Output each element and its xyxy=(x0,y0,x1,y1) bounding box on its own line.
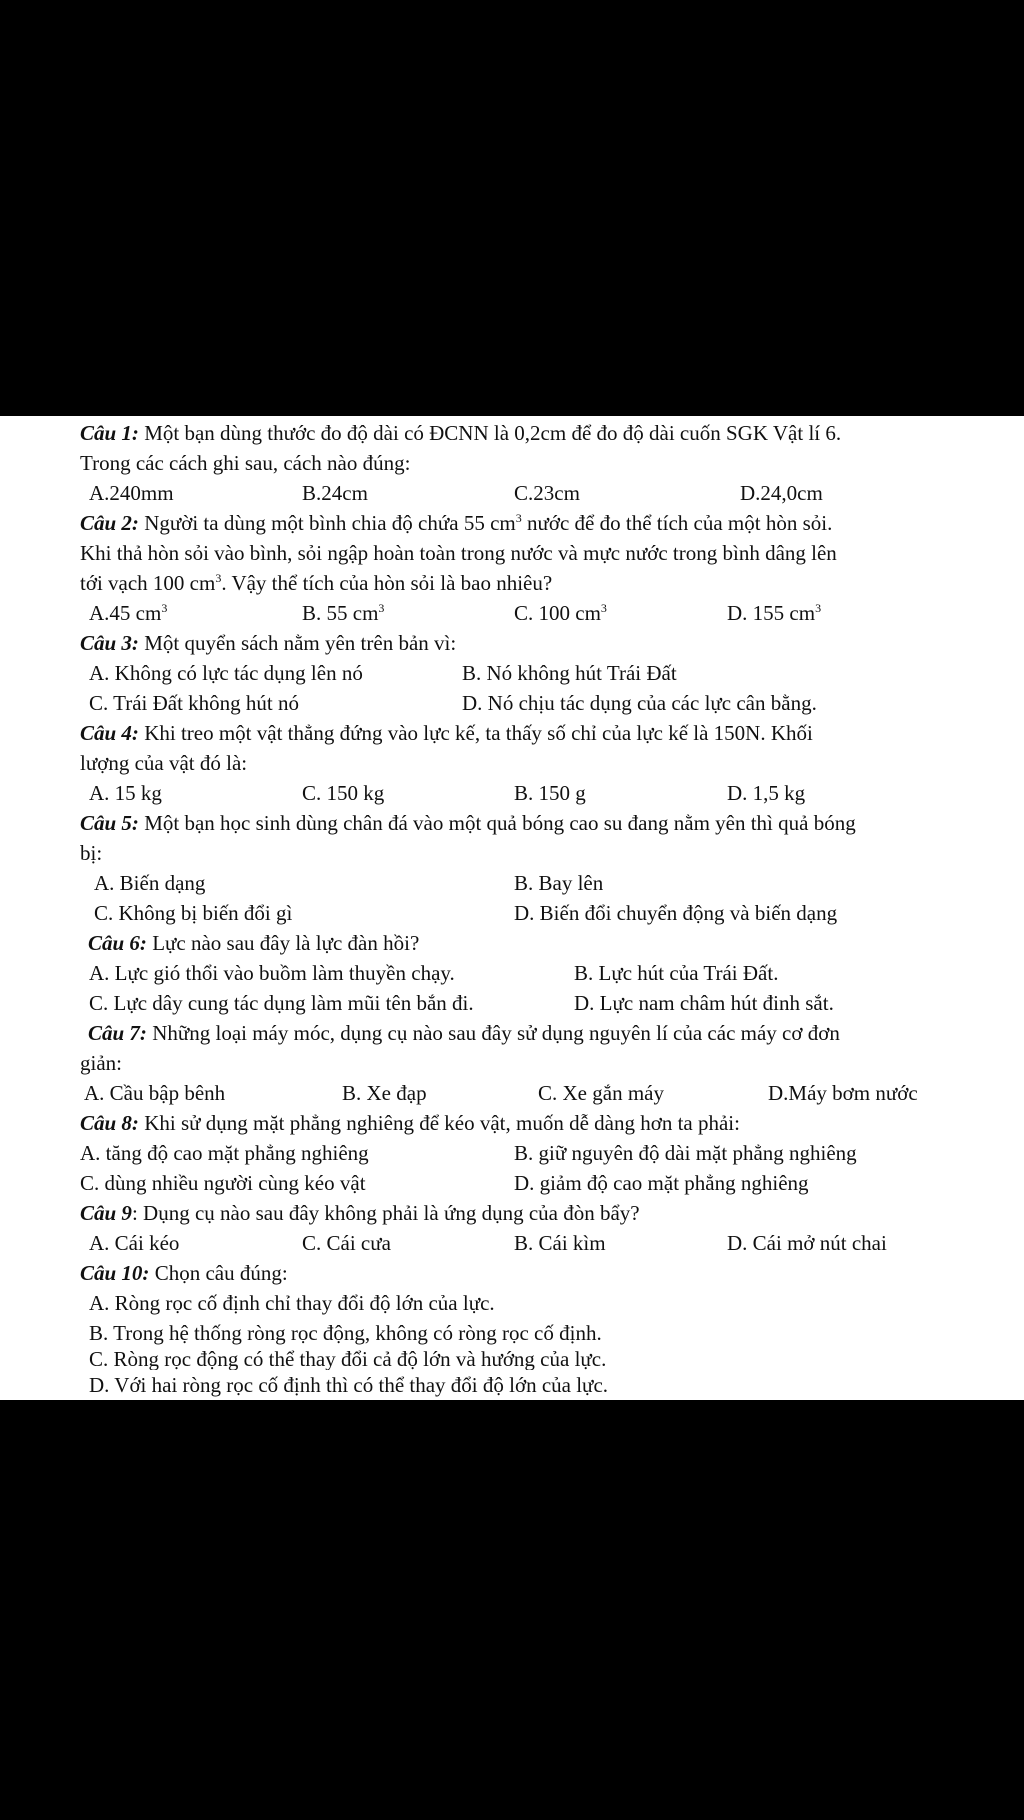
option-d: D. Nó chịu tác dụng của các lực cân bằng. xyxy=(462,691,817,715)
question-6 xyxy=(0,928,1024,958)
answer-options xyxy=(0,658,1024,688)
question-5 xyxy=(0,808,1024,838)
option-a: A. Ròng rọc cố định chỉ thay đổi độ lớn của lực. xyxy=(89,1291,495,1315)
question-text: bị: xyxy=(80,841,103,865)
option-a: A. Biến dạng xyxy=(94,871,206,895)
option-b: B. 55 cm xyxy=(302,601,379,625)
question-10 xyxy=(0,1258,1024,1288)
answer-options xyxy=(0,1168,1024,1198)
superscript: 3 xyxy=(215,571,222,585)
superscript: 3 xyxy=(600,601,607,615)
option-c: C. Không bị biến đổi gì xyxy=(94,901,293,925)
superscript: 3 xyxy=(161,601,168,615)
question-label: Câu 2: xyxy=(80,511,139,535)
question-label: Câu 10: xyxy=(80,1261,150,1285)
question-label: Câu 5: xyxy=(80,811,139,835)
option-d: D.24,0cm xyxy=(740,481,823,505)
question-8 xyxy=(0,1108,1024,1138)
answer-options xyxy=(0,478,1024,508)
option-c: C. Trái Đất không hút nó xyxy=(89,691,300,715)
answer-options xyxy=(0,1138,1024,1168)
question-text: Lực nào sau đây là lực đàn hồi? xyxy=(146,931,420,955)
option-c: C. Ròng rọc động có thể thay đổi cả độ lớn và hướng của lực. xyxy=(89,1348,607,1370)
question-label: Câu 4: xyxy=(80,721,139,745)
option-b: B. Nó không hút Trái Đất xyxy=(462,661,677,685)
question-text: . Vậy thể tích của hòn sỏi là bao nhiêu? xyxy=(221,571,553,595)
question-text: Người ta dùng một bình chia độ chứa 55 cm xyxy=(138,511,516,535)
answer-options xyxy=(0,598,1024,628)
option-a: A. tăng độ cao mặt phẳng nghiêng xyxy=(80,1141,369,1165)
option-a: A.45 cm xyxy=(89,601,162,625)
option-d: D. 1,5 kg xyxy=(727,781,806,805)
option-c: C. Lực dây cung tác dụng làm mũi tên bắn đi. xyxy=(89,991,474,1015)
answer-options xyxy=(0,688,1024,718)
question-text: Trong các cách ghi sau, cách nào đúng: xyxy=(80,451,411,475)
question-text: Một bạn dùng thước đo độ dài có ĐCNN là 0,2cm để đo độ dài cuốn SGK Vật lí 6. xyxy=(138,421,842,445)
option-b: B. giữ nguyên độ dài mặt phẳng nghiêng xyxy=(514,1141,857,1165)
option-d: D. giảm độ cao mặt phẳng nghiêng xyxy=(514,1171,809,1195)
option-c: C. Cái cưa xyxy=(302,1231,391,1255)
answer-options xyxy=(0,898,1024,928)
option-d: D. Cái mở nút chai xyxy=(727,1231,887,1255)
question-label: Câu 3: xyxy=(80,631,139,655)
option-d: D. Lực nam châm hút đinh sắt. xyxy=(574,991,834,1015)
option-d: D.Máy bơm nước xyxy=(768,1081,918,1105)
question-label: Câu 8: xyxy=(80,1111,139,1135)
option-a: A. Cầu bập bênh xyxy=(84,1081,226,1105)
question-7 xyxy=(0,1018,1024,1048)
option-a: A.240mm xyxy=(89,481,174,505)
option-b: B. Xe đạp xyxy=(342,1081,427,1105)
answer-options xyxy=(0,958,1024,988)
answer-options xyxy=(0,1078,1024,1108)
question-label: Câu 6: xyxy=(88,931,147,955)
option-b: B. Bay lên xyxy=(514,871,604,895)
superscript: 3 xyxy=(815,601,822,615)
question-text: nước để đo thể tích của một hòn sỏi. xyxy=(521,511,833,535)
superscript: 3 xyxy=(378,601,385,615)
question-9 xyxy=(0,1198,1024,1228)
superscript: 3 xyxy=(515,511,522,525)
option-b: B. Trong hệ thống ròng rọc động, không có ròng rọc cố định. xyxy=(89,1321,602,1345)
option-a: A. 15 kg xyxy=(89,781,162,805)
option-c: C. Xe gắn máy xyxy=(538,1081,664,1105)
option-c: C. 100 cm xyxy=(514,601,601,625)
option-a: A. Cái kéo xyxy=(89,1231,180,1255)
option-d: D. Biến đổi chuyển động và biến dạng xyxy=(514,901,838,925)
question-2 xyxy=(0,508,1024,538)
answer-options xyxy=(0,868,1024,898)
option-b: B. Cái kìm xyxy=(514,1231,606,1255)
option-b: B. Lực hút của Trái Đất. xyxy=(574,961,779,985)
option-c: C. dùng nhiều người cùng kéo vật xyxy=(80,1171,366,1195)
question-text: Một quyển sách nằm yên trên bản vì: xyxy=(138,631,457,655)
question-text: Khi treo một vật thẳng đứng vào lực kế, ta thấy số chỉ của lực kế là 150N. Khối xyxy=(138,721,813,745)
question-text: : Dụng cụ nào sau đây không phải là ứng dụng của đòn bẩy? xyxy=(131,1201,640,1225)
option-c: C.23cm xyxy=(514,481,580,505)
answer-options xyxy=(0,988,1024,1018)
question-text: lượng của vật đó là: xyxy=(80,751,248,775)
question-label: Câu 7: xyxy=(88,1021,147,1045)
answer-options xyxy=(0,1228,1024,1258)
question-text: Khi sử dụng mặt phẳng nghiêng để kéo vật, muốn dễ dàng hơn ta phải: xyxy=(138,1111,740,1135)
question-3 xyxy=(0,628,1024,658)
question-text: tới vạch 100 cm xyxy=(80,571,216,595)
option-d: D. 155 cm xyxy=(727,601,816,625)
question-text: Một bạn học sinh dùng chân đá vào một quả bóng cao su đang nằm yên thì quả bóng xyxy=(138,811,856,835)
question-text: Khi thả hòn sỏi vào bình, sỏi ngập hoàn toàn trong nước và mực nước trong bình dâng lên xyxy=(80,541,837,565)
question-text: giản: xyxy=(80,1051,122,1075)
question-1 xyxy=(0,418,1024,448)
question-text: Chọn câu đúng: xyxy=(149,1261,288,1285)
question-label: Câu 9 xyxy=(80,1201,132,1225)
exam-page xyxy=(0,416,1024,1370)
option-a: A. Lực gió thổi vào buồm làm thuyền chạy. xyxy=(89,961,455,985)
option-b: B. 150 g xyxy=(514,781,586,805)
option-b: B.24cm xyxy=(302,481,368,505)
answer-options xyxy=(0,778,1024,808)
option-d: D. Với hai ròng rọc cố định thì có thể thay đổi độ lớn của lực. xyxy=(89,1373,609,1397)
question-4 xyxy=(0,718,1024,748)
option-a: A. Không có lực tác dụng lên nó xyxy=(89,661,363,685)
question-text: Những loại máy móc, dụng cụ nào sau đây sử dụng nguyên lí của các máy cơ đơn xyxy=(146,1021,840,1045)
question-label: Câu 1: xyxy=(80,421,139,445)
option-c: C. 150 kg xyxy=(302,781,385,805)
